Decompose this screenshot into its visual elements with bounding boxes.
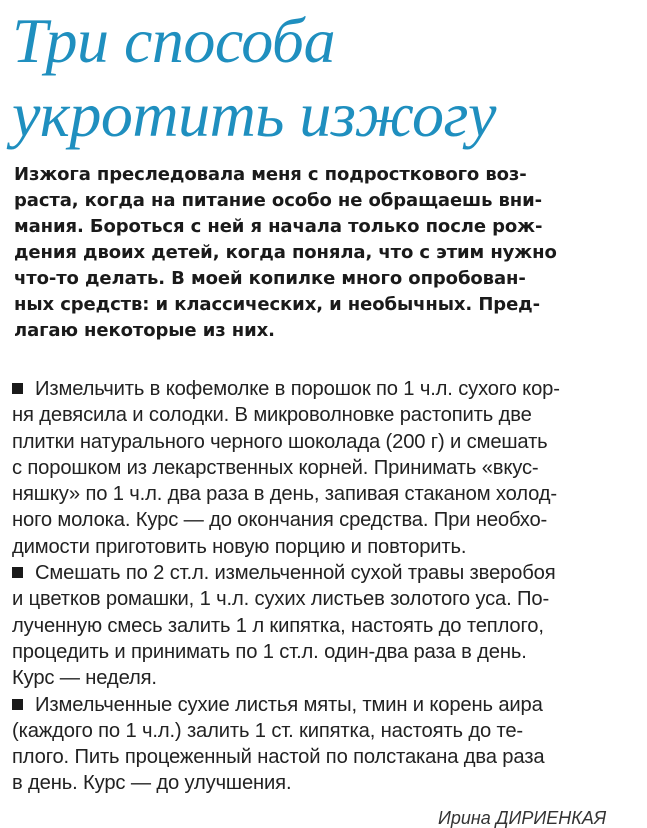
title-line-2: укротить изжогу bbox=[12, 79, 496, 150]
body-line: с порошком из лекарственных корней. Принимать «вкус- bbox=[12, 456, 539, 479]
body-line bbox=[12, 376, 636, 402]
lead-line: дения двоих детей, когда поняла, что с этим нужно bbox=[14, 242, 557, 263]
body-line: плого. Пить процеженный настой по полстакана два раза bbox=[12, 746, 545, 769]
article-body bbox=[12, 376, 636, 797]
article-title bbox=[12, 4, 496, 152]
body-line: и цветков ромашки, 1 ч.л. сухих листьев золотого уса. По- bbox=[12, 588, 550, 611]
lead-line: ных средств: и классических, и необычных. Пред- bbox=[14, 294, 540, 315]
lead-line: Изжога преследовала меня с подросткового воз- bbox=[14, 164, 527, 185]
body-line: няшку» по 1 ч.л. два раза в день, запивая стаканом холод- bbox=[12, 483, 557, 506]
body-line bbox=[12, 692, 636, 718]
lead-line: раста, когда на питание особо не обращаешь вни- bbox=[14, 190, 543, 211]
lead-line: лагаю некоторые из них. bbox=[14, 320, 275, 341]
lead-paragraph bbox=[14, 162, 634, 344]
body-line: ного молока. Курс — до окончания средства. При необхо- bbox=[12, 509, 548, 532]
body-line-text: Измельчить в кофемолке в порошок по 1 ч.л. сухого кор- bbox=[35, 378, 560, 400]
body-line: плитки натурального черного шоколада (200 г) и смешать bbox=[12, 430, 548, 453]
square-bullet-icon bbox=[12, 567, 23, 578]
square-bullet-icon bbox=[12, 383, 23, 394]
lead-line: что-то делать. В моей копилке много опробован- bbox=[14, 268, 526, 289]
body-line: Курс — неделя. bbox=[12, 667, 157, 690]
body-line: (каждого по 1 ч.л.) залить 1 ст. кипятка, настоять до те- bbox=[12, 719, 524, 742]
lead-line: мания. Бороться с ней я начала только после рож- bbox=[14, 216, 543, 237]
body-line: ня девясила и солодки. В микроволновке растопить две bbox=[12, 404, 532, 427]
body-line: процедить и принимать по 1 ст.л. один-два раза в день. bbox=[12, 640, 527, 663]
body-line: лученную смесь залить 1 л кипятка, настоять до теплого, bbox=[12, 614, 544, 637]
square-bullet-icon bbox=[12, 699, 23, 710]
body-line bbox=[12, 560, 636, 586]
body-line: димости приготовить новую порцию и повторить. bbox=[12, 535, 467, 558]
body-line: в день. Курс — до улучшения. bbox=[12, 772, 292, 795]
body-line-text: Смешать по 2 ст.л. измельченной сухой травы зверобоя bbox=[35, 562, 556, 585]
body-line-text: Измельченные сухие листья мяты, тмин и корень аира bbox=[35, 693, 543, 716]
title-line-1: Три способа bbox=[12, 5, 336, 76]
author-signature: Ирина ДИРИЕНКАЯ bbox=[438, 808, 607, 828]
